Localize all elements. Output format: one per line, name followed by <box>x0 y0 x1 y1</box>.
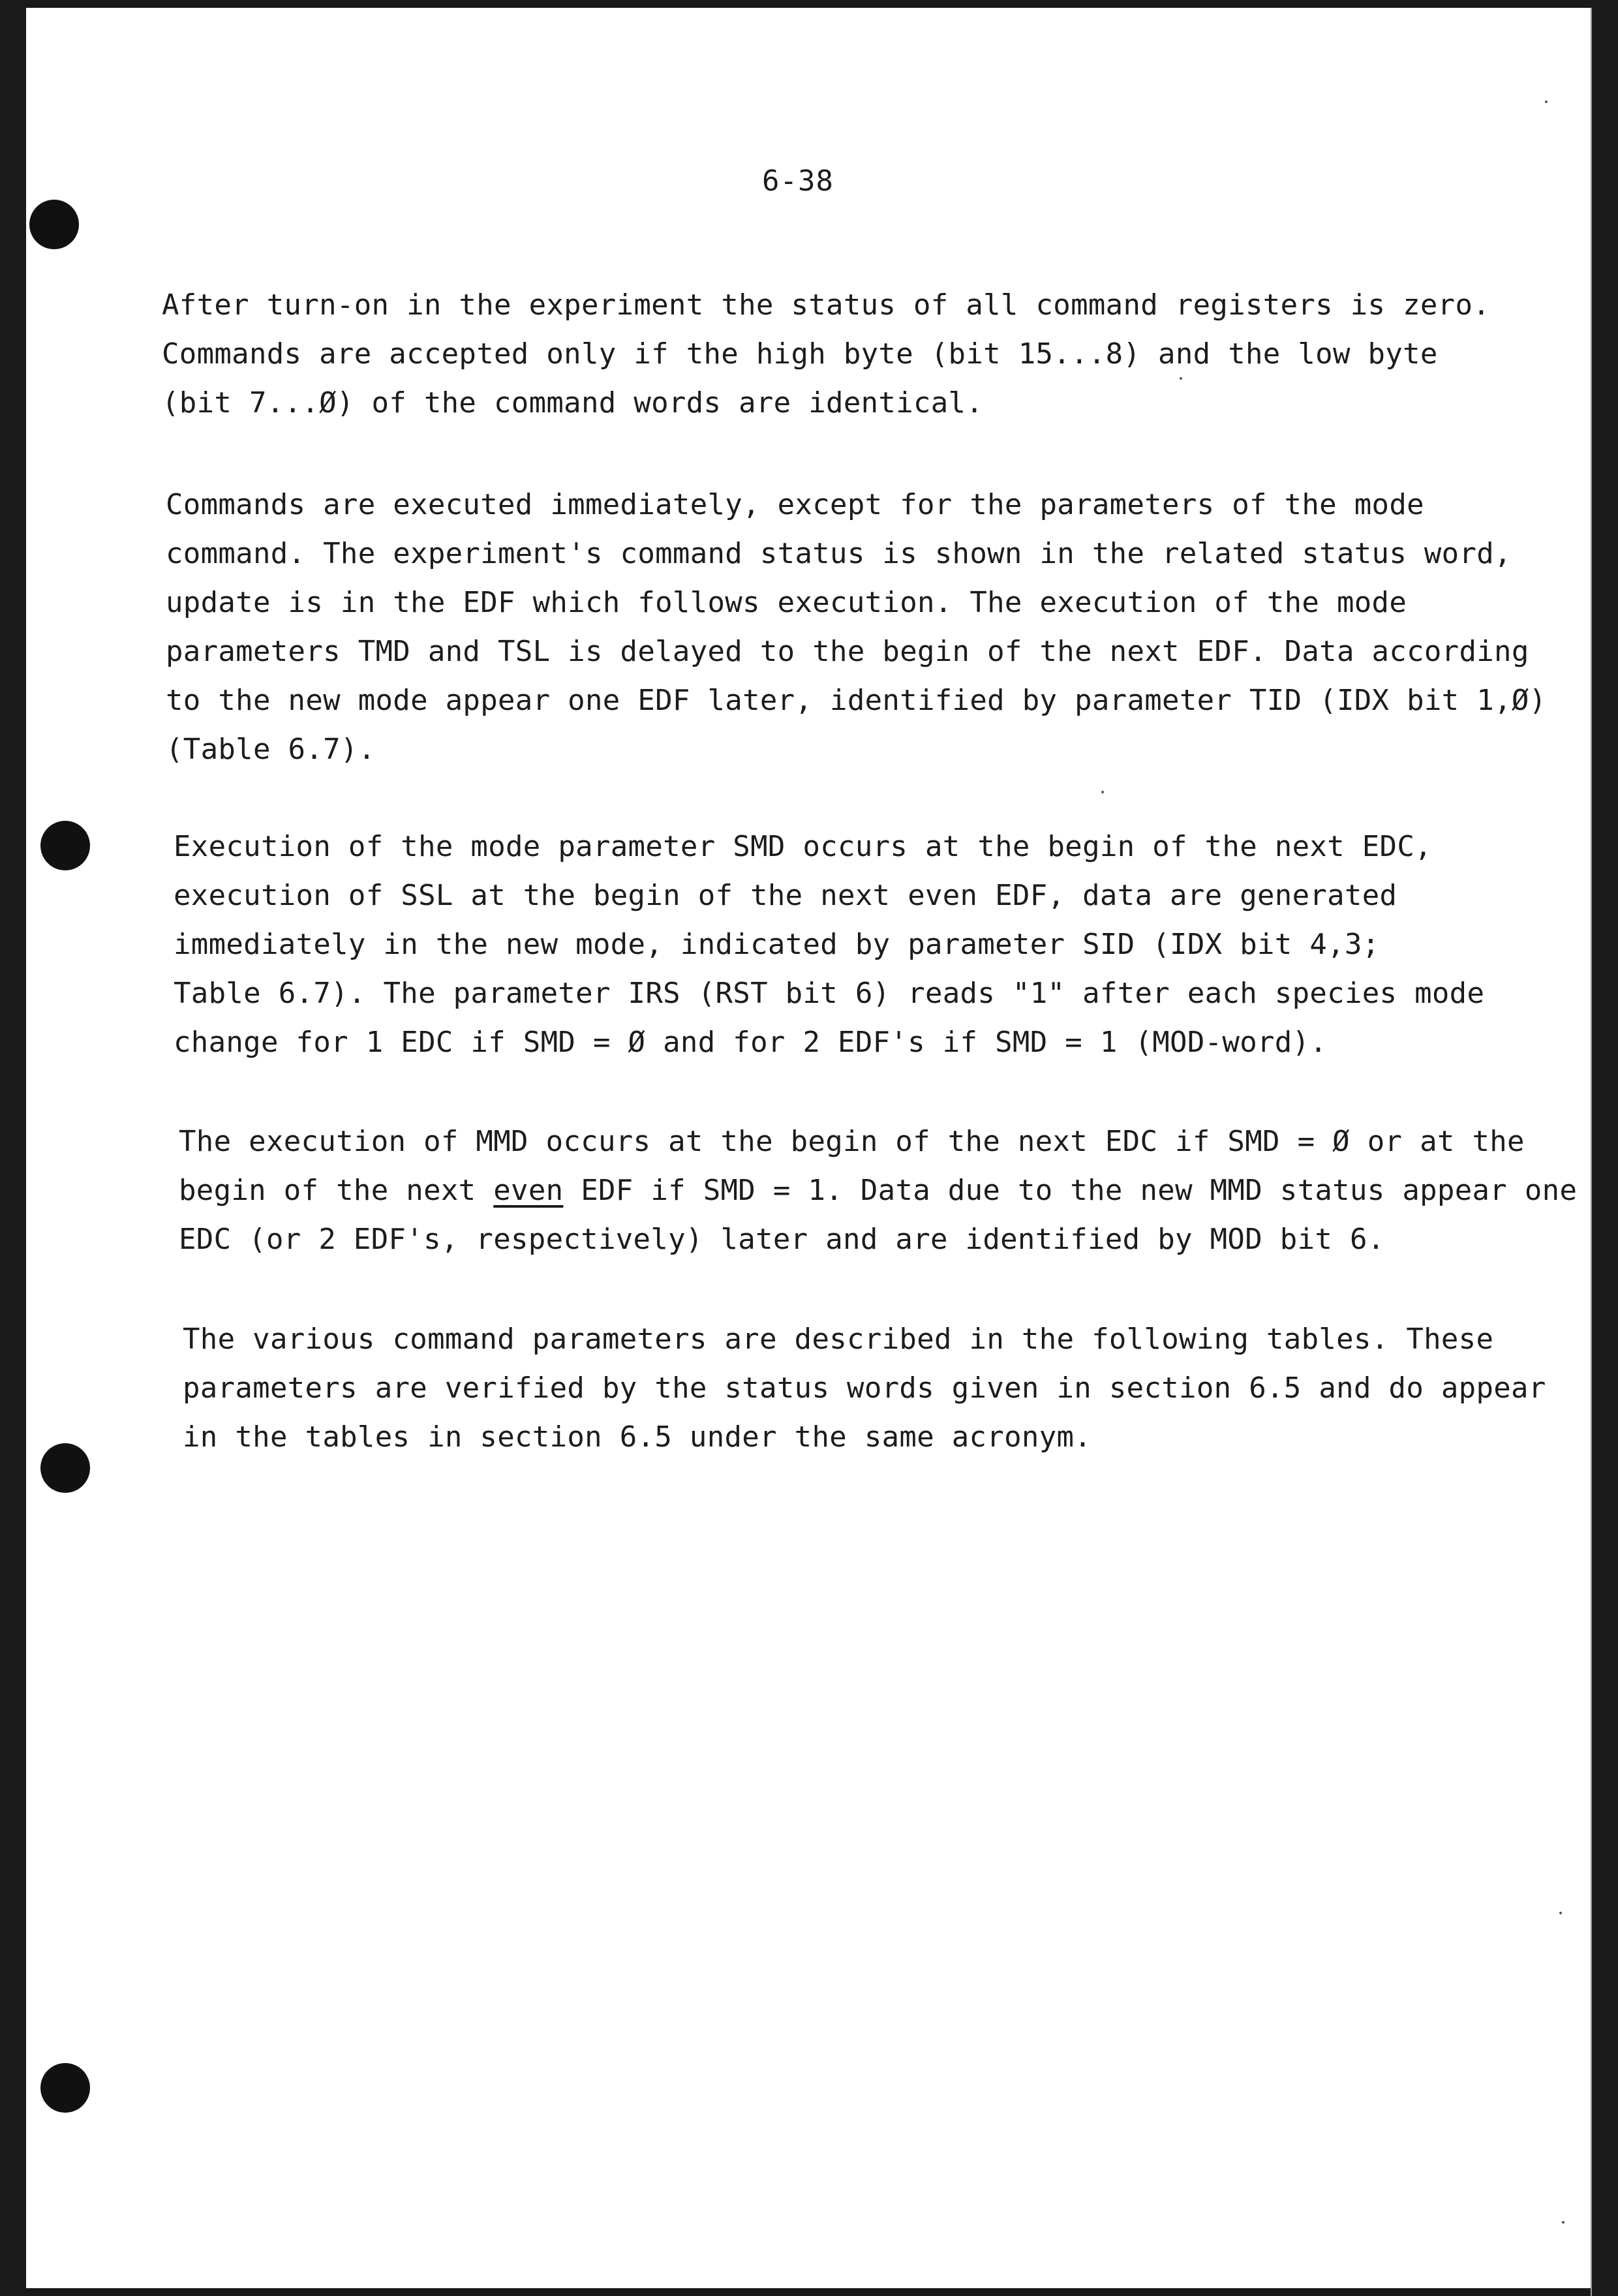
scan-speck <box>1180 377 1182 380</box>
page-number: 6-38 <box>762 164 834 198</box>
scan-speck <box>1101 791 1104 793</box>
text-line: parameters TMD and TSL is delayed to the begin of the next EDF. Data according <box>166 635 1529 668</box>
text-line: The various command parameters are described in the following tables. These <box>183 1323 1494 1356</box>
text-line <box>179 1166 1577 1215</box>
text-line: (bit 7...Ø) of the command words are identical. <box>162 386 984 420</box>
scan-speck <box>1559 1912 1562 1914</box>
underlined-word: even <box>493 1174 564 1207</box>
punch-hole <box>40 1443 90 1493</box>
punch-hole <box>40 2063 90 2113</box>
page-edge <box>1591 8 1592 2296</box>
text-line: After turn-on in the experiment the status of all command registers is zero. <box>162 288 1491 322</box>
text-segment: begin of the next <box>179 1174 494 1207</box>
paragraph-command-parameters <box>183 1315 1546 1462</box>
text-segment: EDF if SMD = 1. Data due to the new MMD status appear one <box>563 1174 1578 1207</box>
text-line: execution of SSL at the begin of the next even EDF, data are generated <box>174 879 1397 912</box>
text-line: parameters are verified by the status words given in section 6.5 and do appear <box>183 1371 1546 1405</box>
paragraph-command-execution <box>166 480 1546 774</box>
text-line: Commands are executed immediately, except for the parameters of the mode <box>166 488 1424 521</box>
text-line: Table 6.7). The parameter IRS (RST bit 6) reads "1" after each species mode <box>174 977 1485 1010</box>
punch-hole <box>29 200 79 249</box>
text-line: Execution of the mode parameter SMD occurs at the begin of the next EDC, <box>174 830 1432 863</box>
text-line: The execution of MMD occurs at the begin of the next EDC if SMD = Ø or at the <box>179 1125 1525 1158</box>
text-line: update is in the EDF which follows execution. The execution of the mode <box>166 586 1407 619</box>
text-line: EDC (or 2 EDF's, respectively) later and are identified by MOD bit 6. <box>179 1223 1385 1256</box>
paragraph-mmd-execution <box>179 1117 1577 1264</box>
scan-speck <box>1562 2221 1565 2224</box>
scan-speck <box>1545 100 1548 103</box>
paragraph-turn-on-status <box>162 281 1490 427</box>
text-line: immediately in the new mode, indicated by parameter SID (IDX bit 4,3; <box>174 928 1380 961</box>
text-line: change for 1 EDC if SMD = Ø and for 2 EDF's if SMD = 1 (MOD-word). <box>174 1026 1328 1059</box>
text-line: to the new mode appear one EDF later, identified by parameter TID (IDX bit 1,Ø) <box>166 684 1547 717</box>
text-line: Commands are accepted only if the high byte (bit 15...8) and the low byte <box>162 337 1438 371</box>
text-line: in the tables in section 6.5 under the same acronym. <box>183 1420 1092 1454</box>
text-line: (Table 6.7). <box>166 733 376 766</box>
paragraph-smd-execution <box>174 822 1484 1067</box>
punch-hole <box>40 821 90 870</box>
text-line: command. The experiment's command status is shown in the related status word, <box>166 537 1512 570</box>
